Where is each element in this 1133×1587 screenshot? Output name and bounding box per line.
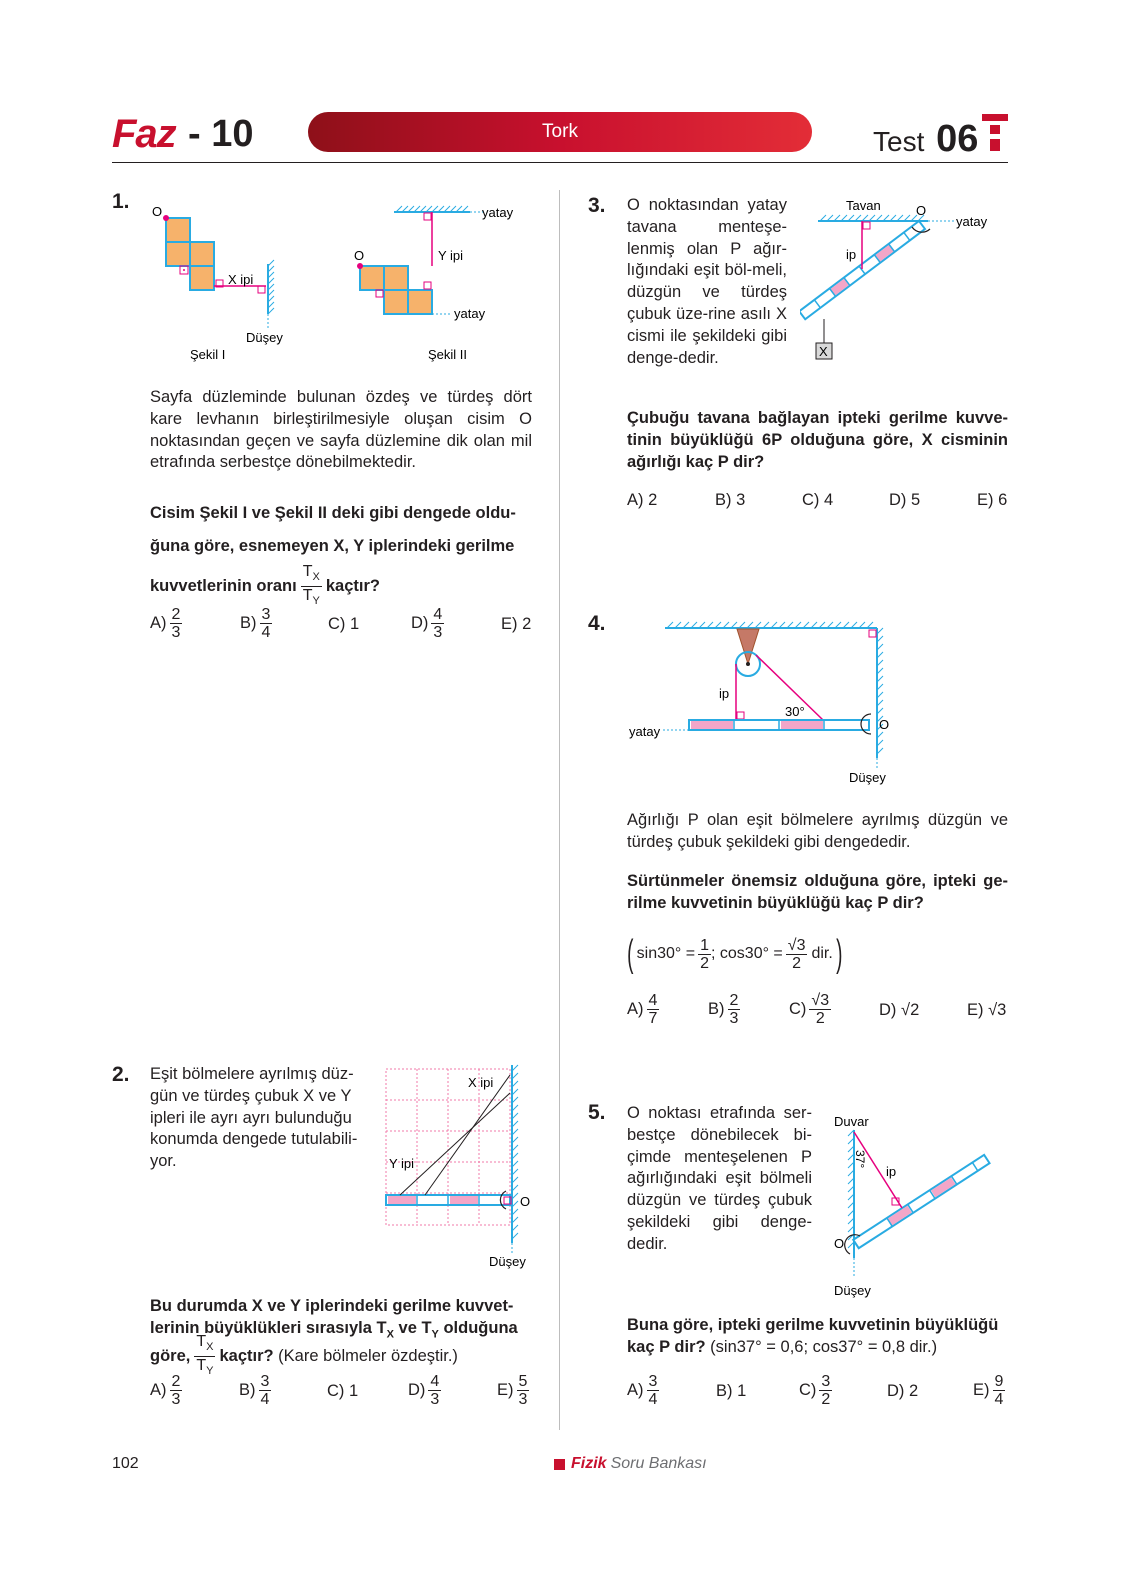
topic-title: Tork (542, 121, 578, 142)
q1-option-d[interactable]: D) $\frac{4}{3}$ (411, 606, 443, 641)
q2-question-line1: Bu durumda X ve Y iplerindeki gerilme kuvvet- (150, 1297, 514, 1315)
q4-option-c[interactable]: C) $\frac{√3}{2}$ (789, 992, 830, 1027)
q3-number: 3. (588, 194, 606, 217)
q1-fig1 (163, 215, 274, 328)
q3-fig-X: X (819, 344, 828, 359)
q1-ratio-num: T (302, 563, 313, 580)
q1-option-b[interactable]: B) $\frac{3}{4}$ (240, 606, 271, 641)
q2-option-d[interactable]: D) $\frac{4}{3}$ (408, 1373, 440, 1408)
q4-option-d[interactable]: D) √2 (879, 1001, 920, 1019)
q2-option-e[interactable]: E) $\frac{5}{3}$ (497, 1373, 528, 1408)
q1-ratio-den: T (302, 587, 313, 605)
q3-question: Çubuğu tavana bağlayan ipteki gerilme kuvve-tinin büyüklüğü 6P olduğuna göre, X cisminin ağırlığı kaç P dir? (627, 409, 1008, 471)
q2-question-line3: göre, $\frac{T_X}{T_Y}$ kaçtır? (Kare bölmeler özdeştir.) (150, 1333, 458, 1380)
q3-figure (800, 195, 1000, 370)
q2-option-c[interactable]: C) 1 (327, 1382, 359, 1400)
q1-ratio (301, 563, 322, 610)
q4-fig-dusey: Düşey (849, 770, 886, 785)
q1-option-c[interactable]: C) 1 (328, 615, 360, 633)
q1-fig2 (357, 206, 486, 314)
q4-option-e[interactable]: E) √3 (967, 1001, 1007, 1019)
q3-option-b[interactable]: B) 3 (715, 491, 746, 509)
q4-fig-angle: 30° (785, 704, 805, 719)
q1-fig2-yipi: Y ipi (438, 248, 464, 263)
topic-banner (308, 112, 812, 152)
q4-option-a[interactable]: A) $\frac{4}{7}$ (627, 992, 658, 1027)
logo-suffix: - 10 (188, 113, 254, 155)
q4-fig-yatay: yatay (629, 724, 661, 739)
q5-option-e[interactable]: E) $\frac{9}{4}$ (973, 1373, 1004, 1408)
q2-option-b[interactable]: B) $\frac{3}{4}$ (239, 1373, 270, 1408)
q1-fig2-O: O (354, 248, 365, 263)
q2-number: 2. (112, 1063, 130, 1086)
q3-fig-O: O (916, 203, 927, 218)
logo (112, 112, 176, 157)
q2-figure (380, 1063, 530, 1275)
q1-question-line2: ğuna göre, esnemeyen X, Y iplerindeki gerilme (150, 537, 515, 555)
header (0, 0, 1133, 170)
q5-fig-duvar: Duvar (834, 1114, 869, 1129)
q3-fig-ip: ip (846, 247, 857, 262)
q1-ratio-num-sub: X (312, 571, 320, 584)
q1-fig1-O: O (152, 204, 163, 219)
book-title (554, 1455, 707, 1473)
q1-fig1-dusey: Düşey (246, 330, 283, 345)
q4-body: Ağırlığı P olan eşit bölmelere ayrılmış düzgün ve türdeş çubuk şekildeki gibi dengededir. (627, 811, 1008, 851)
q1-question-line3 (150, 563, 380, 610)
q5-fig-angle: 37° (853, 1150, 867, 1169)
q5-body: O noktası etrafında ser-bestçe dönebilecek bi-çimde menteşelenen P ağırlığındaki eşit bölmeli düzgün ve türdeş çubuk şekildeki gibi denge-dedir. (627, 1104, 812, 1253)
q1-option-a[interactable]: A) $\frac{2}{3}$ (150, 606, 181, 641)
book-square-icon (554, 1459, 565, 1470)
q4-hint: ( sin30° = $\frac{1}{2}$ ; cos30° = $\frac{√3}{2}$ dir. ) (627, 933, 843, 975)
test-number: 06 (936, 118, 979, 160)
q1-figure (140, 196, 540, 376)
book-subject: Fizik (571, 1455, 607, 1472)
q4-figure (625, 618, 905, 790)
q2-fig-yipi: Y ipi (389, 1156, 415, 1171)
q1-option-e[interactable]: E) 2 (501, 615, 532, 633)
q5-question: Buna göre, ipteki gerilme kuvvetinin büyüklüğü kaç P dir? (sin37° = 0,6; cos37° = 0,8 dir.) (627, 1316, 999, 1356)
q4-fig-O: O (879, 717, 890, 732)
q5-option-d[interactable]: D) 2 (887, 1382, 919, 1400)
column-divider (559, 190, 560, 1430)
header-rule (112, 162, 1008, 163)
q5-figure (822, 1108, 1012, 1303)
logo-text: Faz (112, 112, 176, 156)
q4-option-b[interactable]: B) $\frac{2}{3}$ (708, 992, 739, 1027)
q2-fig-dusey: Düşey (489, 1254, 526, 1269)
q3-option-c[interactable]: C) 4 (802, 491, 834, 509)
q1-question-line3-post: kaçtır? (325, 576, 380, 595)
q1-fig1-xipi: X ipi (228, 272, 254, 287)
corner-logo-icon (980, 112, 1010, 152)
q2-ratio: $\frac{T_X}{T_Y}$ (196, 1333, 214, 1378)
q1-ratio-den-sub: Y (312, 595, 320, 608)
q2-fig-xipi: X ipi (468, 1075, 494, 1090)
q1-fig2-yatay-top: yatay (482, 205, 514, 220)
q3-option-e[interactable]: E) 6 (977, 491, 1008, 509)
q5-fig-ip: ip (886, 1164, 897, 1179)
q3-fig-yatay: yatay (956, 214, 988, 229)
q1-fig2-yatay-bottom: yatay (454, 306, 486, 321)
q1-question-line1: Cisim Şekil I ve Şekil II deki gibi dengede oldu- (150, 504, 516, 522)
q3-fig-tavan: Tavan (846, 198, 881, 213)
q3-option-a[interactable]: A) 2 (627, 491, 658, 509)
test-word: Test (873, 126, 925, 157)
page-number: 102 (112, 1455, 139, 1472)
q4-fig-ip: ip (719, 686, 730, 701)
q2-question-line2: lerinin büyüklükleri sırasıyla $T_X$ ve $T_Y$ olduğuna (150, 1319, 518, 1341)
test-label (873, 118, 978, 161)
q5-number: 5. (588, 1101, 606, 1124)
q5-option-c[interactable]: C) $\frac{3}{2}$ (799, 1373, 831, 1408)
book-title-text: Soru Bankası (610, 1455, 707, 1472)
q1-number: 1. (112, 190, 130, 213)
q2-fig-O: O (520, 1194, 530, 1209)
q3-option-d[interactable]: D) 5 (889, 491, 921, 509)
q1-fig1-caption: Şekil I (190, 347, 226, 362)
q5-option-b[interactable]: B) 1 (716, 1382, 747, 1400)
q5-fig-dusey: Düşey (834, 1283, 871, 1298)
q1-body: Sayfa düzleminde bulunan özdeş ve türdeş dört kare levhanın birleştirilmesiyle oluşan cisim O noktasından geçen ve sayfa düzlemine dik olan mil etrafında serbestçe dönebilmektedir. (150, 388, 532, 472)
q1-question-line3-pre: kuvvetlerinin oranı (150, 576, 297, 595)
q2-option-a[interactable]: A) $\frac{2}{3}$ (150, 1373, 181, 1408)
q5-fig-O: O (834, 1236, 845, 1251)
q4-number: 4. (588, 612, 606, 635)
q2-body: Eşit bölmelere ayrılmış düz-gün ve türdeş çubuk X ve Y ipleri ile ayrı ayrı bulunduğu konumda dengede tutulabili-yor. (150, 1065, 358, 1171)
q3-body: O noktasından yatay tavana menteşe-lenmiş olan P ağır-lığındaki eşit böl-meli, düzgün ve türdeş çubuk üze-rine asılı X cismi ile şekildeki gibi denge-dedir. (627, 196, 787, 367)
q4-question: Sürtünmeler önemsiz olduğuna göre, ipteki ge-rilme kuvvetinin büyüklüğü kaç P dir? (627, 872, 1008, 912)
q1-fig2-caption: Şekil II (428, 347, 468, 362)
q5-option-a[interactable]: A) $\frac{3}{4}$ (627, 1373, 658, 1408)
